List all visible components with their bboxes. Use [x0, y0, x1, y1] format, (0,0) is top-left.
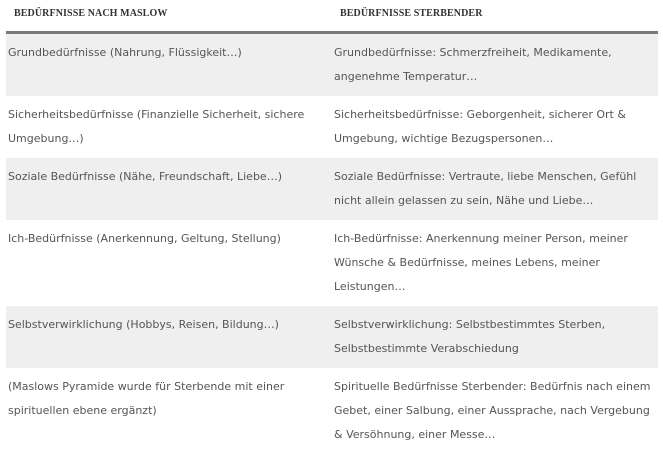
cell-maslow: Ich-Bedürfnisse (Anerkennung, Geltung, Stellung) — [8, 232, 281, 245]
header-maslow: BEDÜRFNISSE NACH MASLOW — [6, 0, 332, 33]
needs-comparison-table — [6, 0, 658, 454]
cell-maslow: Grundbedürfnisse (Nahrung, Flüssigkeit…) — [6, 33, 332, 97]
cell-sterbende: Soziale Bedürfnisse: Vertraute, liebe Menschen, Gefühl nicht allein gelassen zu sein, Nähe und Liebe… — [332, 158, 658, 220]
cell-sterbende: Selbstverwirklichung: Selbstbestimmtes Sterben, Selbstbestimmte Verabschiedung — [332, 306, 658, 368]
table-header-row — [6, 0, 658, 33]
table-row — [6, 33, 658, 97]
cell-maslow: (Maslows Pyramide wurde für Sterbende mit einer spirituellen ebene ergänzt) — [8, 380, 285, 417]
cell-sterbende: Spirituelle Bedürfnisse Sterbender: Bedürfnis nach einem Gebet, einer Salbung, einer Aussprache, nach Vergebung & Versöhnung, einer Messe… — [334, 380, 651, 441]
cell-sterbende: Ich-Bedürfnisse: Anerkennung meiner Person, meiner Wünsche & Bedürfnisse, meines Lebens, meiner Leistungen… — [334, 232, 628, 293]
table-row — [6, 306, 658, 368]
cell-maslow: Soziale Bedürfnisse (Nähe, Freundschaft, Liebe…) — [6, 158, 332, 220]
cell-maslow: Selbstverwirklichung (Hobbys, Reisen, Bildung…) — [6, 306, 332, 368]
table-row — [6, 368, 658, 454]
cell-sterbende: Sicherheitsbedürfnisse: Geborgenheit, sicherer Ort & Umgebung, wichtige Bezugspersonen… — [334, 108, 626, 145]
cell-maslow: Sicherheitsbedürfnisse (Finanzielle Sicherheit, sichere Umgebung…) — [8, 108, 305, 145]
table-row — [6, 220, 658, 306]
table-row — [6, 158, 658, 220]
table-row — [6, 96, 658, 158]
cell-sterbende: Grundbedürfnisse: Schmerzfreiheit, Medikamente, angenehme Temperatur… — [332, 33, 658, 97]
header-sterbende: BEDÜRFNISSE STERBENDER — [332, 0, 658, 33]
